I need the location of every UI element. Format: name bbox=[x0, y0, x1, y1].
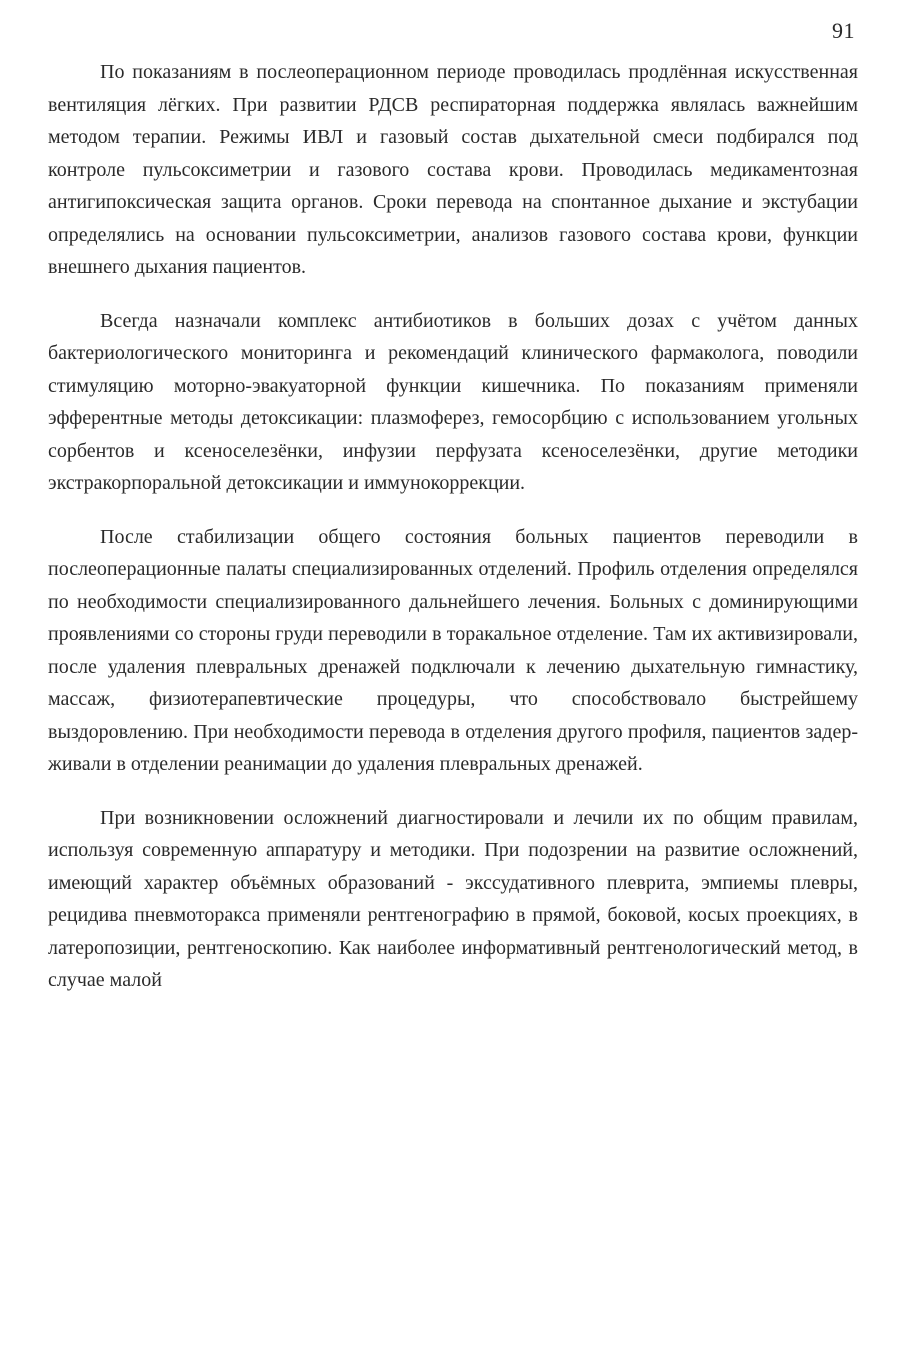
paragraph-complications: При возникновении осложнений диагностировали и лечили их по общим правилам, используя современную аппаратуру и методики. При подозрении на развитие осложнений, имеющий характер объёмных образований - экссудативного плеврита, эмпиемы плевры, рецидива пневмоторакса применяли рентгенографию в прямой, боковой, косых проекциях, в латеропозиции, рентгеноскопию. Как наиболее информативный рентгенологический метод, в случае малой bbox=[48, 806, 858, 991]
paragraph-antibiotics: Всегда назначали комплекс антибиотиков в больших дозах с учётом данных бактериологического мониторинга и рекомендаций клинического фармаколога, поводили стимуляцию моторно-эвакуаторной функции кишечника. По показаниям применяли эфферентные методы детоксикации: плазмоферез, гемосорбцию с использованием угольных сорбентов и ксеноселезёнки, инфузии перфузата ксеноселезёнки, другие методики экстракорпоральной детоксикации и иммунокоррекции. bbox=[48, 309, 858, 494]
paragraph-transfer: После стабилизации общего состояния больных пациентов переводили в послеоперационные палаты специализированных отделений. Профиль отделения определялся по необходимости специализированного дальнейшего лечения. Больных с доминирующими проявлениями со стороны груди переводили в торакальное отделение. Там их активизировали, после удаления плевральных дренажей подключали к лечению дыхательную гимнастику, массаж, физиотерапевтические процедуры, что способствовало быстрейшему выздоровлению. При необходимости перевода в отделения другого профиля, пациентов задерживали в отделении реанимации до удаления плевральных дренажей. bbox=[48, 525, 858, 775]
paragraph-ventilation: По показаниям в послеоперационном периоде проводилась продлённая искусственная вентиляция лёгких. При развитии РДСВ респираторная поддержка являлась важнейшим методом терапии. Режимы ИВЛ и газовый состав дыхательной смеси подбирался под контроле пульсоксиметрии и газового состава крови. Проводилась медикаментозная антигипоксическая защита органов. Сроки перевода на спонтанное дыхание и экстубации определялись на основании пульсоксиметрии, анализов газового состава крови, функции внешнего дыхания пациентов. bbox=[48, 61, 858, 278]
body-text bbox=[48, 56, 858, 1018]
page-number: 91 bbox=[832, 18, 855, 43]
